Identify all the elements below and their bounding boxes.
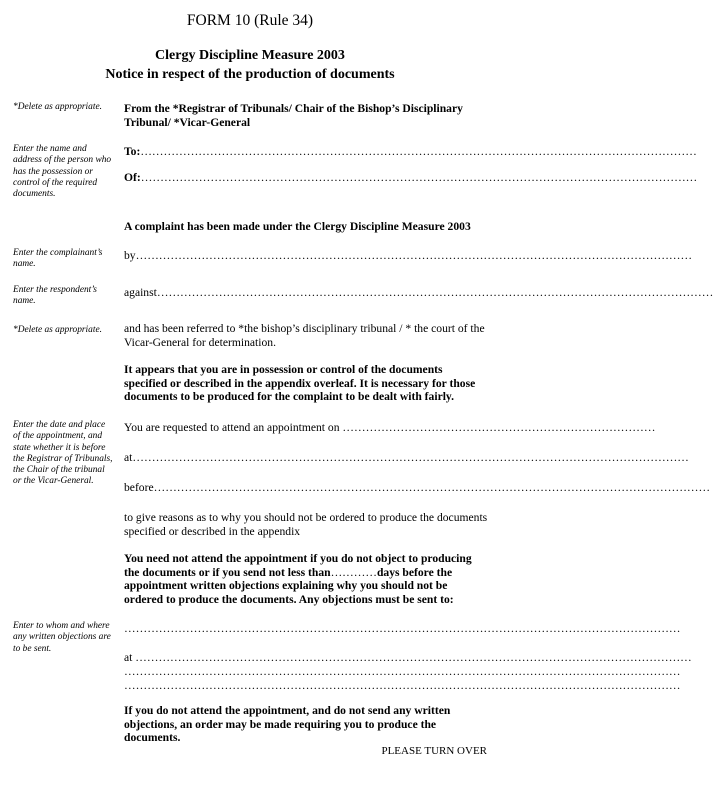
note-delete-appropriate: *Delete as appropriate. xyxy=(13,102,102,112)
days-blank[interactable]: ………… xyxy=(330,565,377,579)
if-not-attend-statement: If you do not attend the appointment, and do not send any written objections, an order may be made requiring you to produce the documents. xyxy=(124,704,451,745)
at-label-2: at xyxy=(124,651,133,664)
objections-address-line-3[interactable]: ……………………………………………………………………………………………………………………………… xyxy=(124,679,681,692)
against-field[interactable]: against……………………………………………………………………………………………………………………………… xyxy=(124,286,713,299)
against-label: against xyxy=(124,286,157,299)
need-not-attend-statement xyxy=(124,552,488,606)
referred-statement: and has been referred to *the bishop’s disciplinary tribunal / * the court of the Vicar-General for determination. xyxy=(124,322,485,349)
form-title: FORM 10 (Rule 34) xyxy=(186,12,314,29)
from-line: From the *Registrar of Tribunals/ Chair of the Bishop’s Disciplinary Tribunal/ *Vicar-General xyxy=(124,102,463,129)
at-label: at xyxy=(124,451,133,464)
note-complainant: Enter the complainant’s name. xyxy=(13,248,103,270)
note-delete-appropriate-2: *Delete as appropriate. xyxy=(13,325,102,335)
objections-address-field[interactable]: at ……………………………………………………………………………………………………………………………… xyxy=(124,651,692,664)
please-turn-over: PLEASE TURN OVER xyxy=(381,745,487,757)
need-not-attend-part-1: You need not attend the appointment if you do not object to producing the documents or if you send not less than xyxy=(124,552,472,579)
notice-title: Notice in respect of the production of documents xyxy=(105,67,395,82)
measure-title: Clergy Discipline Measure 2003 xyxy=(155,48,345,63)
note-objections-to: Enter to whom and where any written objections are to be sent. xyxy=(13,621,111,654)
appointment-date-field[interactable]: You are requested to attend an appointment on ……………………………………………………………………… xyxy=(124,421,656,434)
appointment-place-field[interactable]: at……………………………………………………………………………………………………………………………… xyxy=(124,451,689,464)
need-not-attend-part-2: days before the appointment written objections explaining why you should not be ordered to produce the documents. Any objections must be sent to: xyxy=(124,565,454,606)
by-field[interactable]: by……………………………………………………………………………………………………………………………… xyxy=(124,249,693,262)
objections-address-line-2[interactable]: ……………………………………………………………………………………………………………………………… xyxy=(124,665,681,678)
complaint-statement: A complaint has been made under the Clergy Discipline Measure 2003 xyxy=(124,220,471,233)
of-label: Of: xyxy=(124,171,141,184)
before-label: before xyxy=(124,481,154,494)
appointment-before-field[interactable]: before……………………………………………………………………………………………………………………………… xyxy=(124,481,711,494)
give-reasons-statement: to give reasons as to why you should not be ordered to produce the documents specified or described in the appendix xyxy=(124,511,488,538)
requested-label: You are requested to attend an appointment on xyxy=(124,421,340,434)
to-field[interactable]: To:……………………………………………………………………………………………………………………………… xyxy=(124,145,697,158)
note-date-place: Enter the date and place of the appointment, and state whether it is before the Registrar of Tribunals, the Chair of the tribunal or the Vicar-General. xyxy=(13,420,113,487)
appears-statement: It appears that you are in possession or control of the documents specified or described in the appendix overleaf. It is necessary for those documents to be produced for the complaint to be dealt with fairly. xyxy=(124,363,476,404)
note-name-address: Enter the name and address of the person who has the possession or control of the required documents. xyxy=(13,144,112,200)
by-label: by xyxy=(124,249,136,262)
to-label: To: xyxy=(124,145,141,158)
of-field[interactable]: Of:……………………………………………………………………………………………………………………………… xyxy=(124,171,698,184)
objections-recipient-field[interactable]: ……………………………………………………………………………………………………………………………… xyxy=(124,622,681,635)
note-respondent: Enter the respondent’s name. xyxy=(13,285,97,307)
